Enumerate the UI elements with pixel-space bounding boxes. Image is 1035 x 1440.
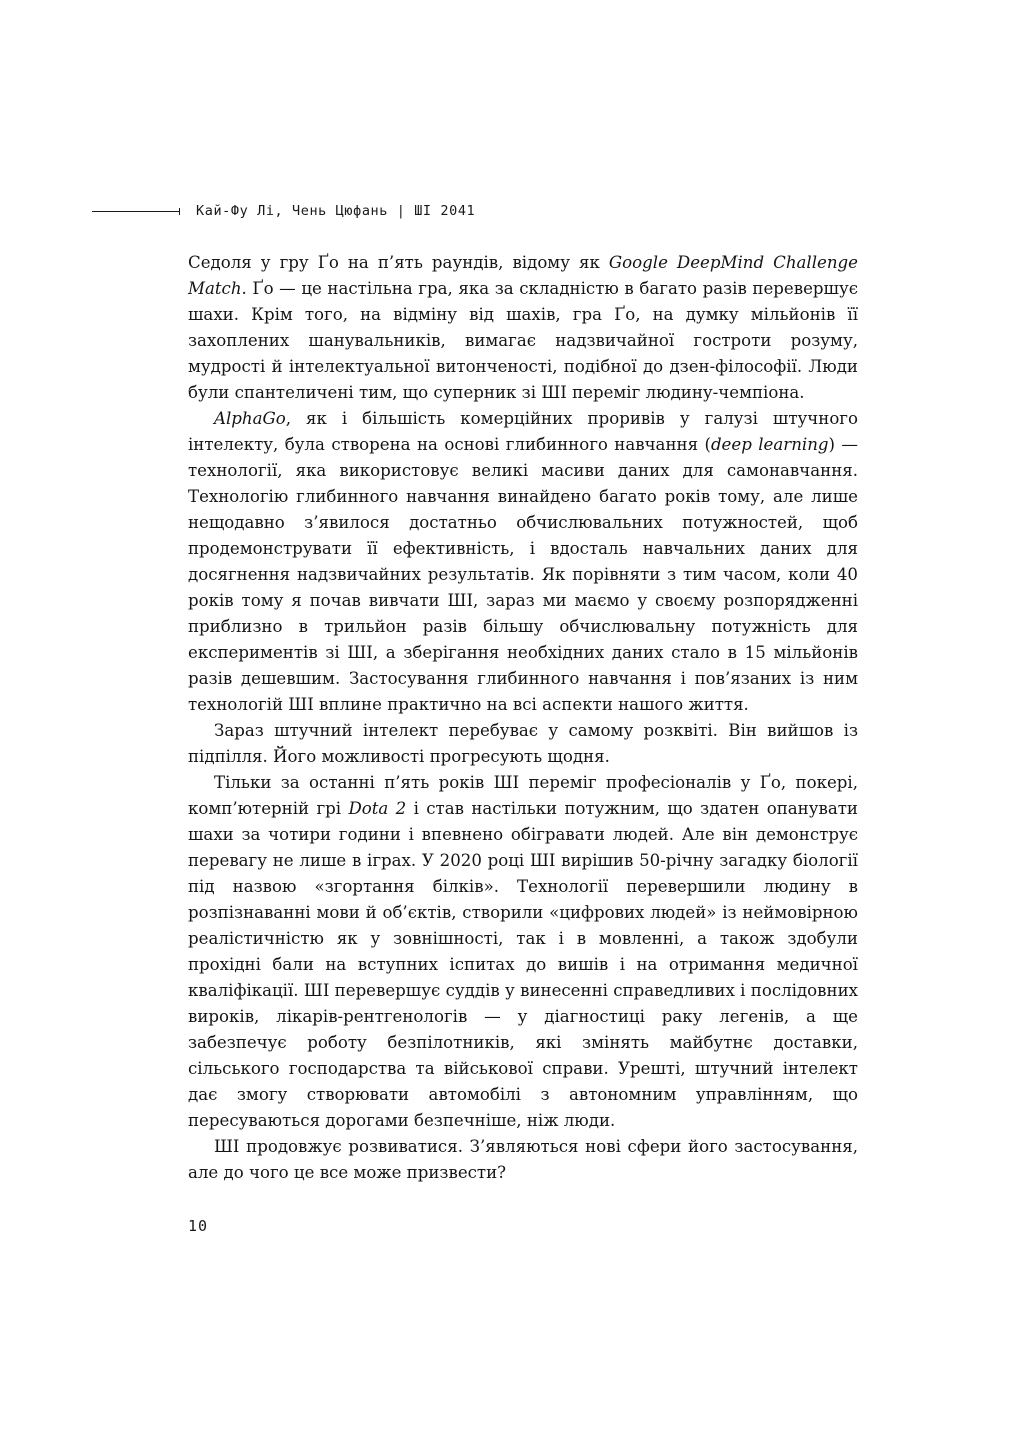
text-run: і став настільки потужним, що здатен опанувати шахи за чотири години і впевнено обігравати людей. Але він демонструє перевагу не лише в іграх. У 2020 році ШІ вирішив 50-річну загадку біології під назвою «згортання білків». Технології перевершили людину в розпізнаванні мови й об’єктів, створили «цифрових людей» із неймовірною реалістичністю як у зовнішності, так і в мовленні, а також здобули прохідні бали на вступних іспитах до вишів і на отримання медичної кваліфікації. ШІ перевершує суддів у винесенні справедливих і послідовних вироків, лікарів-рентгенологів — у діагностиці раку легенів, а ще забезпечує роботу безпілотників, які змінять майбутнє доставки, сільського господарства та військової справи. Урешті, штучний інтелект дає змогу створювати автомобілі з автономним управлінням, що пересуваються дорогами безпечніше, ніж люди.: [188, 799, 858, 1130]
text-run: , як і більшість комерційних проривів у галузі штучного інтелекту, була створена на основі глибинного навчання (: [188, 409, 858, 454]
text-run: Седоля у гру Ґо на п’ять раундів, відому як: [188, 253, 609, 272]
text-run: Зараз штучний інтелект перебуває у самому розквіті. Він вийшов із підпілля. Його можливості прогресують щодня.: [188, 721, 858, 766]
paragraph: [188, 250, 858, 406]
running-head-text: Кай-Фу Лі, Чень Цюфань | ШІ 2041: [196, 203, 476, 219]
paragraph: [188, 770, 858, 1134]
page-number: 10: [188, 1217, 209, 1235]
paragraph: [188, 1134, 858, 1186]
text-run: . Ґо — це настільна гра, яка за складністю в багато разів перевершує шахи. Крім того, на відміну від шахів, гра Ґо, на думку мільйонів її захоплених шанувальників, вимагає надзвичайної гостроти розуму, мудрості й інтелектуальної витонченості, подібної до дзен-філософії. Люди були спантеличені тим, що суперник зі ШІ переміг людину-чемпіона.: [188, 279, 858, 402]
italic-text: deep learning: [710, 435, 829, 454]
text-run: ШІ продовжує розвиватися. З’являються нові сфери його застосування, але до чого це все може призвести?: [188, 1137, 858, 1182]
header-rule: [92, 211, 180, 212]
paragraph: [188, 406, 858, 718]
italic-text: AlphaGo: [214, 409, 286, 428]
text-run: Тільки за останні п’ять років ШІ переміг професіоналів у Ґо, покері, комп’ютерній грі: [188, 773, 858, 818]
italic-text: Google DeepMind Challenge Match: [188, 253, 858, 298]
body-text: [188, 250, 858, 1186]
paragraph: [188, 718, 858, 770]
italic-text: Dota 2: [348, 799, 407, 818]
text-run: ) — технології, яка використовує великі масиви даних для самонавчання. Технологію глибинного навчання винайдено багато років тому, але лише нещодавно з’явилося достатньо обчислювальних потужностей, щоб продемонструвати її ефективність, і вдосталь навчальних даних для досягнення надзвичайних результатів. Як порівняти з тим часом, коли 40 років тому я почав вивчати ШІ, зараз ми маємо у своєму розпорядженні приблизно в трильйон разів більшу обчислювальну потужність для експериментів зі ШІ, а зберігання необхідних даних стало в 15 мільйонів разів дешевшим. Застосування глибинного навчання і пов’язаних із ним технологій ШІ вплине практично на всі аспекти нашого життя.: [188, 435, 858, 714]
running-head: [92, 199, 475, 223]
